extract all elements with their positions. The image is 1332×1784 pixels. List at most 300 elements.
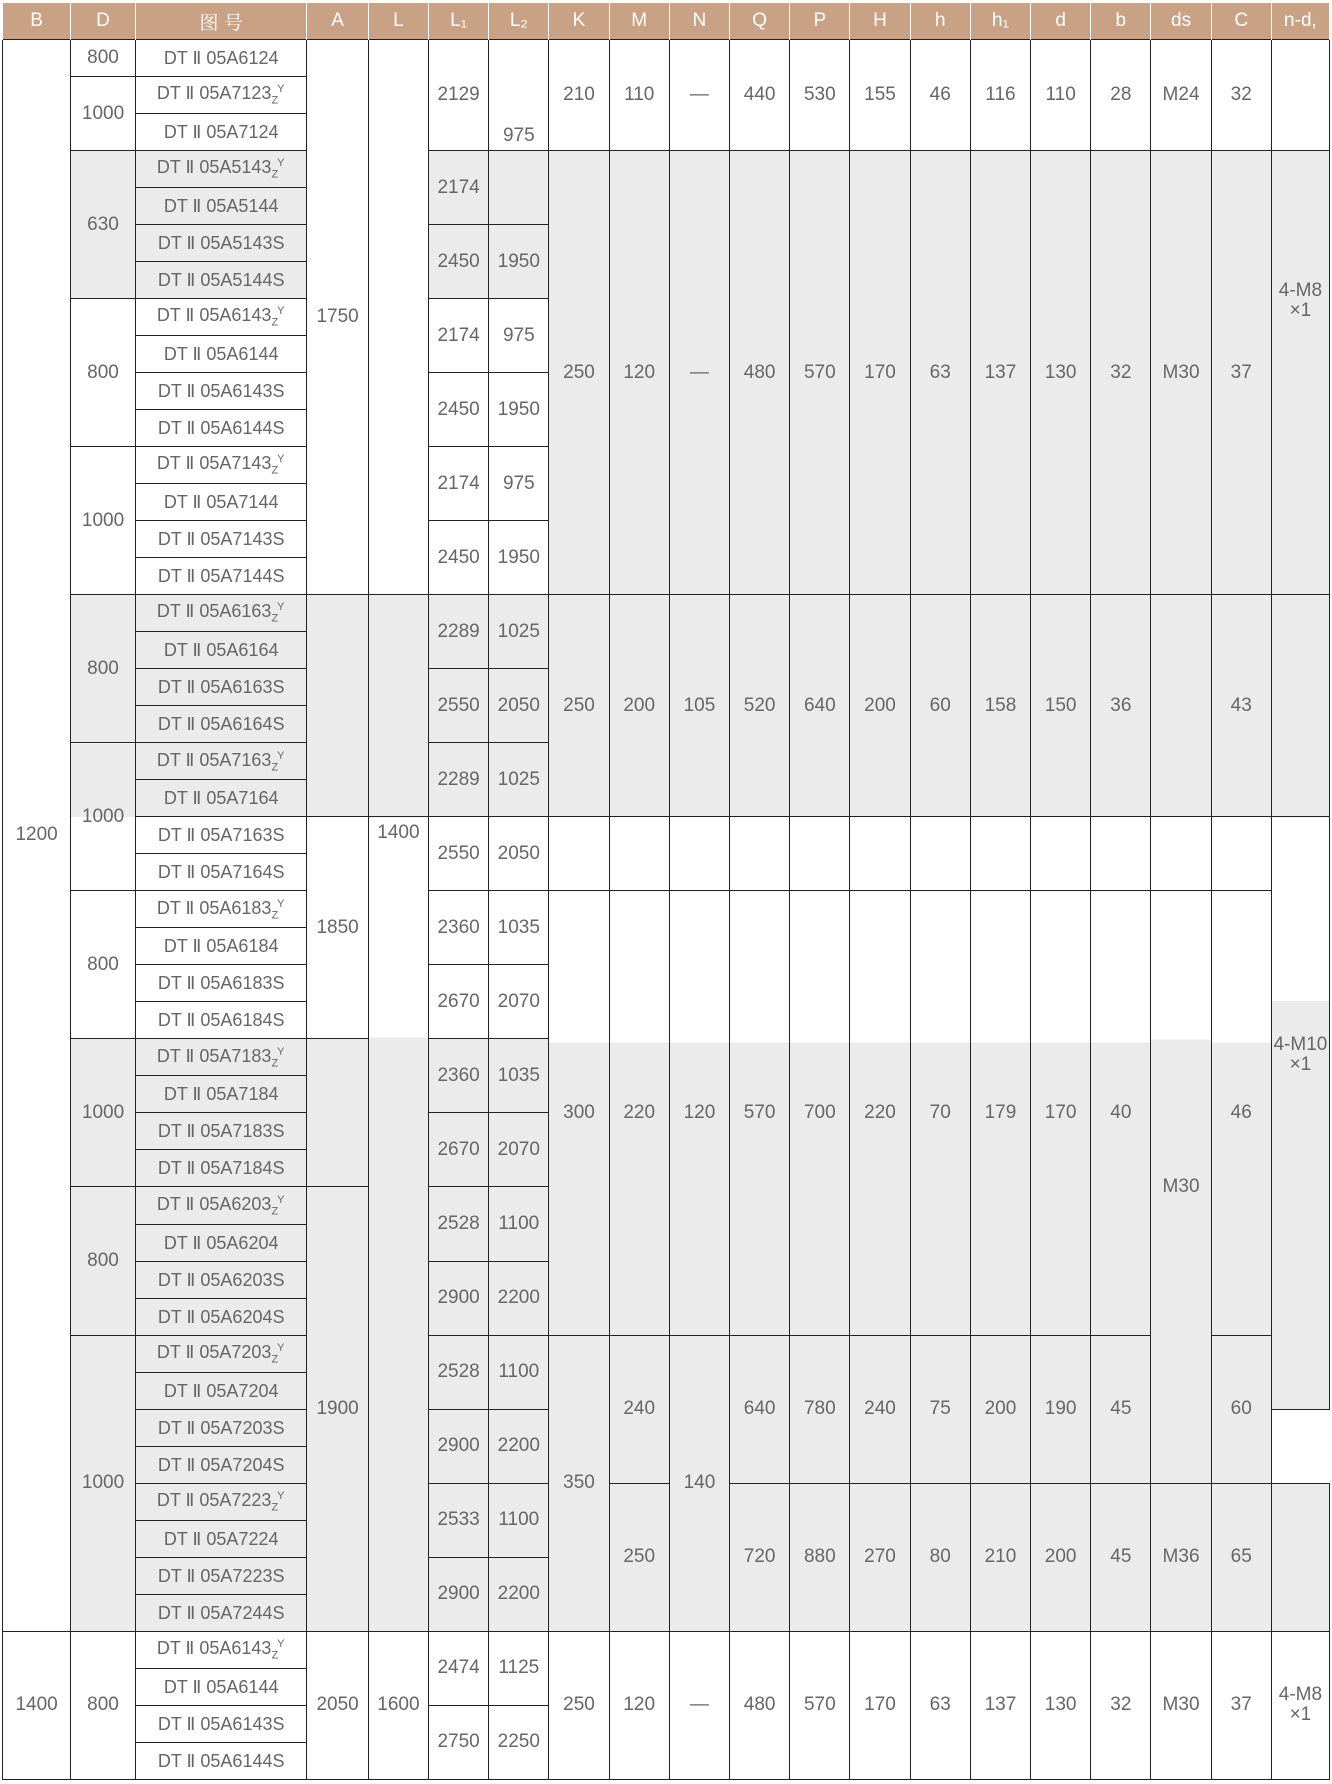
- nd-line: 4-M10: [1273, 1034, 1328, 1056]
- suffix-sup: Y: [277, 601, 285, 614]
- header-cell: L: [368, 3, 428, 40]
- header-cell: h₁: [970, 3, 1030, 40]
- part-suffix: [271, 1489, 285, 1514]
- cell-l2: 2070: [489, 965, 549, 1039]
- cell-l2: 975: [489, 40, 549, 151]
- cell-p: 640: [790, 595, 850, 817]
- cell-q: 440: [730, 40, 790, 151]
- cell-a: 1750: [307, 40, 368, 595]
- cell-part-no: DT Ⅱ 05A5144: [135, 188, 307, 225]
- cell-part-no: DT Ⅱ 05A7224: [135, 1520, 307, 1557]
- cell-d-small: 150: [1031, 595, 1091, 817]
- cell-d: 1000: [71, 1335, 136, 1631]
- cell-l1: 2528: [429, 1187, 489, 1261]
- part-suffix: [271, 1341, 285, 1366]
- cell-d: 1000: [71, 447, 136, 595]
- cell-h1: 200: [970, 1335, 1030, 1483]
- cell-h: 170: [850, 1631, 910, 1779]
- cell-l2: [489, 151, 549, 225]
- cell-h1: 137: [970, 151, 1030, 595]
- cell-b-small: 45: [1091, 1483, 1151, 1631]
- cell-part-no: DT Ⅱ 05A6184: [135, 928, 307, 965]
- cell-part-no: DT Ⅱ 05A7204: [135, 1372, 307, 1409]
- cell-part-no: DT Ⅱ 05A6144S: [135, 1742, 307, 1779]
- table-row: [3, 1483, 1330, 1520]
- cell-c: [1211, 817, 1271, 891]
- table-row: [3, 595, 1330, 632]
- cell-n: 105: [669, 595, 729, 817]
- cell-l1: 2750: [429, 1705, 489, 1779]
- cell-ds: M30: [1151, 1631, 1211, 1779]
- cell-d-small: 200: [1031, 1483, 1091, 1631]
- cell-l1: 2450: [429, 373, 489, 447]
- cell-l1: 2289: [429, 743, 489, 817]
- cell-l: 1400: [368, 817, 428, 1631]
- cell-p: [790, 817, 850, 891]
- header-cell: Q: [730, 3, 790, 40]
- cell-d-small: 130: [1031, 1631, 1091, 1779]
- table-row: [3, 817, 1330, 854]
- part-code: DT Ⅱ 05A7203: [156, 1341, 272, 1362]
- cell-part-no: [135, 1483, 307, 1520]
- cell-l2: 2200: [489, 1409, 549, 1483]
- cell-k: 250: [549, 1631, 609, 1779]
- cell-q: 520: [730, 595, 790, 817]
- suffix-sup: Y: [277, 1489, 285, 1502]
- cell-m: 120: [609, 1631, 669, 1779]
- header-cell: d: [1031, 3, 1091, 40]
- suffix-sup: Y: [277, 1045, 285, 1058]
- nd-line: ×1: [1289, 300, 1312, 322]
- part-suffix: [271, 305, 285, 329]
- table-row: [3, 40, 1330, 77]
- cell-part-no: DT Ⅱ 05A6143S: [135, 373, 307, 410]
- suffix-sub: Z: [271, 168, 279, 181]
- header-cell: h: [910, 3, 970, 40]
- table-row: [3, 151, 1330, 188]
- part-code: DT Ⅱ 05A6143: [156, 1637, 272, 1658]
- cell-k: [549, 817, 609, 891]
- cell-q: 640: [730, 1335, 790, 1483]
- cell-b-small: 32: [1091, 1631, 1151, 1779]
- suffix-sup: Y: [277, 157, 285, 170]
- cell-d-small: 130: [1031, 151, 1091, 595]
- cell-m: 220: [609, 891, 669, 1335]
- cell-l1: 2360: [429, 1039, 489, 1113]
- cell-m: 120: [609, 151, 669, 595]
- cell-a: 2050: [307, 1631, 368, 1779]
- cell-h-small: 63: [910, 151, 970, 595]
- cell-part-no: DT Ⅱ 05A6184S: [135, 1002, 307, 1039]
- header-cell: K: [549, 3, 609, 40]
- cell-nd: [1271, 151, 1329, 595]
- cell-part-no: DT Ⅱ 05A7184S: [135, 1150, 307, 1187]
- cell-c: 37: [1211, 1631, 1271, 1779]
- cell-h: 270: [850, 1483, 910, 1631]
- cell-h1: 210: [970, 1483, 1030, 1631]
- cell-d: 630: [71, 151, 136, 299]
- cell-c: 60: [1211, 1335, 1271, 1483]
- cell-nd: [1271, 1631, 1329, 1779]
- part-code: DT Ⅱ 05A7183: [156, 1045, 272, 1066]
- cell-h-small: 60: [910, 595, 970, 817]
- cell-d: 1000: [71, 743, 136, 891]
- cell-q: 720: [730, 1483, 790, 1631]
- cell-k: 250: [549, 151, 609, 595]
- cell-h-small: 63: [910, 1631, 970, 1779]
- cell-ds: [1151, 817, 1211, 891]
- cell-n: —: [669, 1631, 729, 1779]
- header-cell: N: [669, 3, 729, 40]
- cell-q: 480: [730, 151, 790, 595]
- part-suffix: [271, 453, 285, 477]
- cell-q: 570: [730, 891, 790, 1335]
- cell-k: 350: [549, 1335, 609, 1631]
- cell-part-no: DT Ⅱ 05A6164S: [135, 706, 307, 743]
- cell-l1: 2900: [429, 1409, 489, 1483]
- cell-b-small: 45: [1091, 1335, 1151, 1483]
- cell-b-small: 36: [1091, 595, 1151, 817]
- cell-n: 140: [669, 1335, 729, 1631]
- cell-d: 800: [71, 1631, 136, 1779]
- header-cell: M: [609, 3, 669, 40]
- cell-d-small: 190: [1031, 1335, 1091, 1483]
- cell-b-small: [1091, 817, 1151, 891]
- cell-n: [669, 817, 729, 891]
- cell-part-no: DT Ⅱ 05A5144S: [135, 262, 307, 299]
- cell-part-no: DT Ⅱ 05A6144: [135, 336, 307, 373]
- header-cell: H: [850, 3, 910, 40]
- cell-l2: 1035: [489, 891, 549, 965]
- header-cell: 图 号: [135, 3, 307, 40]
- cell-part-no: [135, 891, 307, 928]
- part-code: DT Ⅱ 05A7163: [156, 749, 272, 770]
- suffix-sup: Y: [277, 897, 285, 910]
- cell-part-no: [135, 1335, 307, 1372]
- cell-b: 1400: [3, 1631, 71, 1779]
- suffix-sup: Y: [277, 453, 285, 466]
- cell-m: 250: [609, 1483, 669, 1631]
- cell-l1: 2900: [429, 1557, 489, 1631]
- cell-part-no: DT Ⅱ 05A7184: [135, 1076, 307, 1113]
- cell-m: 200: [609, 595, 669, 817]
- header-row: [3, 3, 1330, 40]
- cell-d: 800: [71, 299, 136, 447]
- suffix-sub: Z: [271, 761, 279, 774]
- cell-c: 43: [1211, 595, 1271, 817]
- cell-part-no: DT Ⅱ 05A6124: [135, 40, 307, 77]
- cell-n: —: [669, 40, 729, 151]
- cell-h: 220: [850, 891, 910, 1335]
- cell-l1: 2533: [429, 1483, 489, 1557]
- cell-m: 240: [609, 1335, 669, 1483]
- suffix-sup: Y: [277, 1637, 285, 1650]
- cell-part-no: [135, 1039, 307, 1076]
- part-code: DT Ⅱ 05A6183: [156, 897, 272, 918]
- cell-b-small: 32: [1091, 151, 1151, 595]
- cell-ds: [1151, 595, 1211, 817]
- cell-n: 120: [669, 891, 729, 1335]
- suffix-sup: Y: [277, 749, 285, 762]
- cell-d: 1000: [71, 1039, 136, 1187]
- cell-l1: 2528: [429, 1335, 489, 1409]
- cell-p: 880: [790, 1483, 850, 1631]
- cell-h1: [970, 817, 1030, 891]
- cell-part-no: DT Ⅱ 05A6144: [135, 1668, 307, 1705]
- cell-part-no: DT Ⅱ 05A6203S: [135, 1261, 307, 1298]
- cell-nd: [1271, 817, 1329, 1409]
- cell-l2: 2250: [489, 1705, 549, 1779]
- cell-b: 1200: [3, 40, 71, 1632]
- cell-ds: M30: [1151, 151, 1211, 595]
- cell-l2: 1035: [489, 1039, 549, 1113]
- cell-h1: 179: [970, 891, 1030, 1335]
- suffix-sub: Z: [271, 1501, 279, 1514]
- cell-part-no: DT Ⅱ 05A7143S: [135, 521, 307, 558]
- cell-h: [850, 817, 910, 891]
- cell-l1: 2174: [429, 447, 489, 521]
- cell-c: 37: [1211, 151, 1271, 595]
- cell-part-no: [135, 151, 307, 188]
- cell-l2: 2070: [489, 1113, 549, 1187]
- cell-h: 240: [850, 1335, 910, 1483]
- cell-q: [730, 817, 790, 891]
- cell-d-small: 110: [1031, 40, 1091, 151]
- part-suffix: [271, 601, 285, 626]
- cell-part-no: [135, 1187, 307, 1224]
- header-cell: C: [1211, 3, 1271, 40]
- cell-l2: 975: [489, 299, 549, 373]
- cell-p: 780: [790, 1335, 850, 1483]
- part-suffix: [271, 1193, 285, 1218]
- cell-l1: 2474: [429, 1631, 489, 1705]
- cell-d: 800: [71, 1187, 136, 1335]
- cell-h: 155: [850, 40, 910, 151]
- header-cell: L₁: [429, 3, 489, 40]
- part-code: DT Ⅱ 05A5143: [156, 157, 272, 178]
- part-suffix: [271, 749, 285, 774]
- cell-d: 1000: [71, 77, 136, 151]
- cell-part-no: DT Ⅱ 05A7204S: [135, 1446, 307, 1483]
- header-cell: n-d,: [1271, 3, 1329, 40]
- suffix-sup: Y: [277, 1341, 285, 1354]
- cell-l: [368, 40, 428, 595]
- cell-ds: M36: [1151, 1483, 1211, 1631]
- cell-l1: 2174: [429, 299, 489, 373]
- cell-part-no: DT Ⅱ 05A6163S: [135, 669, 307, 706]
- cell-l2: 1950: [489, 225, 549, 299]
- header-cell: ds: [1151, 3, 1211, 40]
- cell-l1: 2550: [429, 817, 489, 891]
- cell-k: 250: [549, 595, 609, 817]
- cell-l1: 2900: [429, 1261, 489, 1335]
- cell-h-small: 46: [910, 40, 970, 151]
- cell-l2: 2200: [489, 1557, 549, 1631]
- suffix-sup: Y: [277, 305, 285, 318]
- cell-part-no: [135, 743, 307, 780]
- suffix-sub: Z: [271, 464, 279, 477]
- cell-l1: 2550: [429, 669, 489, 743]
- cell-ds: M24: [1151, 40, 1211, 151]
- cell-part-no: DT Ⅱ 05A6164: [135, 632, 307, 669]
- cell-a: 1900: [307, 1187, 368, 1631]
- cell-d-small: [1031, 817, 1091, 891]
- cell-part-no: DT Ⅱ 05A7244S: [135, 1594, 307, 1631]
- cell-l: 1600: [368, 1631, 428, 1779]
- cell-part-no: DT Ⅱ 05A5143S: [135, 225, 307, 262]
- suffix-sup: Y: [277, 83, 285, 96]
- cell-l2: 2050: [489, 669, 549, 743]
- cell-h: 200: [850, 595, 910, 817]
- cell-part-no: DT Ⅱ 05A7203S: [135, 1409, 307, 1446]
- cell-l1: 2129: [429, 40, 489, 151]
- cell-c: 46: [1211, 891, 1271, 1335]
- header-cell: B: [3, 3, 71, 40]
- header-cell: b: [1091, 3, 1151, 40]
- cell-l2: 1025: [489, 595, 549, 669]
- part-suffix: [271, 1637, 285, 1662]
- suffix-sup: Y: [277, 1193, 285, 1206]
- table-row: [3, 1631, 1330, 1668]
- cell-l1: 2450: [429, 225, 489, 299]
- cell-l2: 1025: [489, 743, 549, 817]
- cell-l1: 2450: [429, 521, 489, 595]
- cell-h: 170: [850, 151, 910, 595]
- cell-h1: 116: [970, 40, 1030, 151]
- cell-h-small: [910, 817, 970, 891]
- cell-l1: 2174: [429, 151, 489, 225]
- cell-part-no: DT Ⅱ 05A7144S: [135, 558, 307, 595]
- cell-l2: 1950: [489, 521, 549, 595]
- cell-c: 32: [1211, 40, 1271, 151]
- cell-p: 700: [790, 891, 850, 1335]
- cell-part-no: DT Ⅱ 05A6204: [135, 1224, 307, 1261]
- cell-l2: 2200: [489, 1261, 549, 1335]
- spec-table: [2, 3, 1330, 1780]
- header-cell: A: [307, 3, 368, 40]
- cell-h1: 137: [970, 1631, 1030, 1779]
- part-code: DT Ⅱ 05A7223: [156, 1489, 272, 1510]
- nd-line: 4-M8: [1278, 280, 1323, 302]
- nd-line: ×1: [1289, 1054, 1312, 1076]
- cell-a: [307, 595, 368, 817]
- part-code: DT Ⅱ 05A7123: [156, 83, 272, 104]
- table-row: [3, 1335, 1330, 1372]
- cell-k: 210: [549, 40, 609, 151]
- cell-part-no: [135, 77, 307, 114]
- cell-m: 110: [609, 40, 669, 151]
- cell-part-no: DT Ⅱ 05A6143S: [135, 1705, 307, 1742]
- cell-k: 300: [549, 891, 609, 1335]
- cell-m: [609, 817, 669, 891]
- cell-n: —: [669, 151, 729, 595]
- spec-table-container: [2, 3, 1330, 1780]
- cell-l1: 2670: [429, 1113, 489, 1187]
- part-code: DT Ⅱ 05A6203: [156, 1193, 272, 1214]
- nd-line: 4-M8: [1278, 1684, 1323, 1706]
- part-suffix: [271, 157, 285, 181]
- cell-part-no: DT Ⅱ 05A6144S: [135, 410, 307, 447]
- suffix-sub: Z: [271, 94, 279, 107]
- cell-a: [307, 1039, 368, 1187]
- cell-l1: 2360: [429, 891, 489, 965]
- cell-l2: 1950: [489, 373, 549, 447]
- cell-h-small: 70: [910, 891, 970, 1335]
- cell-d-small: 170: [1031, 891, 1091, 1335]
- cell-l1: 2289: [429, 595, 489, 669]
- cell-nd: [1271, 595, 1329, 817]
- cell-l2: 1100: [489, 1483, 549, 1557]
- suffix-sub: Z: [271, 1057, 279, 1070]
- cell-l: [368, 595, 428, 817]
- cell-part-no: DT Ⅱ 05A7124: [135, 114, 307, 151]
- part-suffix: [271, 83, 285, 107]
- cell-part-no: [135, 1631, 307, 1668]
- suffix-sub: Z: [271, 1205, 279, 1218]
- cell-d: 800: [71, 891, 136, 1039]
- cell-part-no: DT Ⅱ 05A7164: [135, 780, 307, 817]
- cell-part-no: DT Ⅱ 05A6204S: [135, 1298, 307, 1335]
- suffix-sub: Z: [271, 613, 279, 626]
- cell-p: 570: [790, 151, 850, 595]
- cell-l2: 975: [489, 447, 549, 521]
- suffix-sub: Z: [271, 1353, 279, 1366]
- cell-l2: 1100: [489, 1335, 549, 1409]
- cell-a: 1850: [307, 817, 368, 1039]
- header-cell: D: [71, 3, 136, 40]
- suffix-sub: Z: [271, 1649, 279, 1662]
- cell-part-no: [135, 447, 307, 484]
- cell-ds: M30: [1151, 891, 1211, 1483]
- cell-l2: 1100: [489, 1187, 549, 1261]
- cell-part-no: [135, 299, 307, 336]
- cell-q: 480: [730, 1631, 790, 1779]
- cell-b-small: 28: [1091, 40, 1151, 151]
- cell-part-no: DT Ⅱ 05A7223S: [135, 1557, 307, 1594]
- cell-b-small: 40: [1091, 891, 1151, 1335]
- cell-h-small: 80: [910, 1483, 970, 1631]
- header-cell: L₂: [489, 3, 549, 40]
- cell-part-no: DT Ⅱ 05A7144: [135, 484, 307, 521]
- cell-l2: 2050: [489, 817, 549, 891]
- cell-d: 800: [71, 40, 136, 77]
- cell-nd: [1271, 1483, 1329, 1631]
- cell-nd: [1271, 40, 1329, 151]
- cell-d: 800: [71, 595, 136, 743]
- cell-part-no: DT Ⅱ 05A7183S: [135, 1113, 307, 1150]
- part-suffix: [271, 897, 285, 922]
- cell-h-small: 75: [910, 1335, 970, 1483]
- part-code: DT Ⅱ 05A6163: [156, 601, 272, 622]
- cell-part-no: DT Ⅱ 05A6183S: [135, 965, 307, 1002]
- nd-line: ×1: [1289, 1704, 1312, 1726]
- cell-p: 530: [790, 40, 850, 151]
- cell-l2: 1125: [489, 1631, 549, 1705]
- table-row: [3, 891, 1330, 928]
- suffix-sub: Z: [271, 316, 279, 329]
- cell-part-no: DT Ⅱ 05A7164S: [135, 854, 307, 891]
- cell-l1: 2670: [429, 965, 489, 1039]
- cell-c: 65: [1211, 1483, 1271, 1631]
- part-code: DT Ⅱ 05A6143: [156, 305, 272, 326]
- cell-h1: 158: [970, 595, 1030, 817]
- cell-part-no: [135, 595, 307, 632]
- cell-p: 570: [790, 1631, 850, 1779]
- header-cell: P: [790, 3, 850, 40]
- suffix-sub: Z: [271, 909, 279, 922]
- part-code: DT Ⅱ 05A7143: [156, 453, 272, 474]
- part-suffix: [271, 1045, 285, 1070]
